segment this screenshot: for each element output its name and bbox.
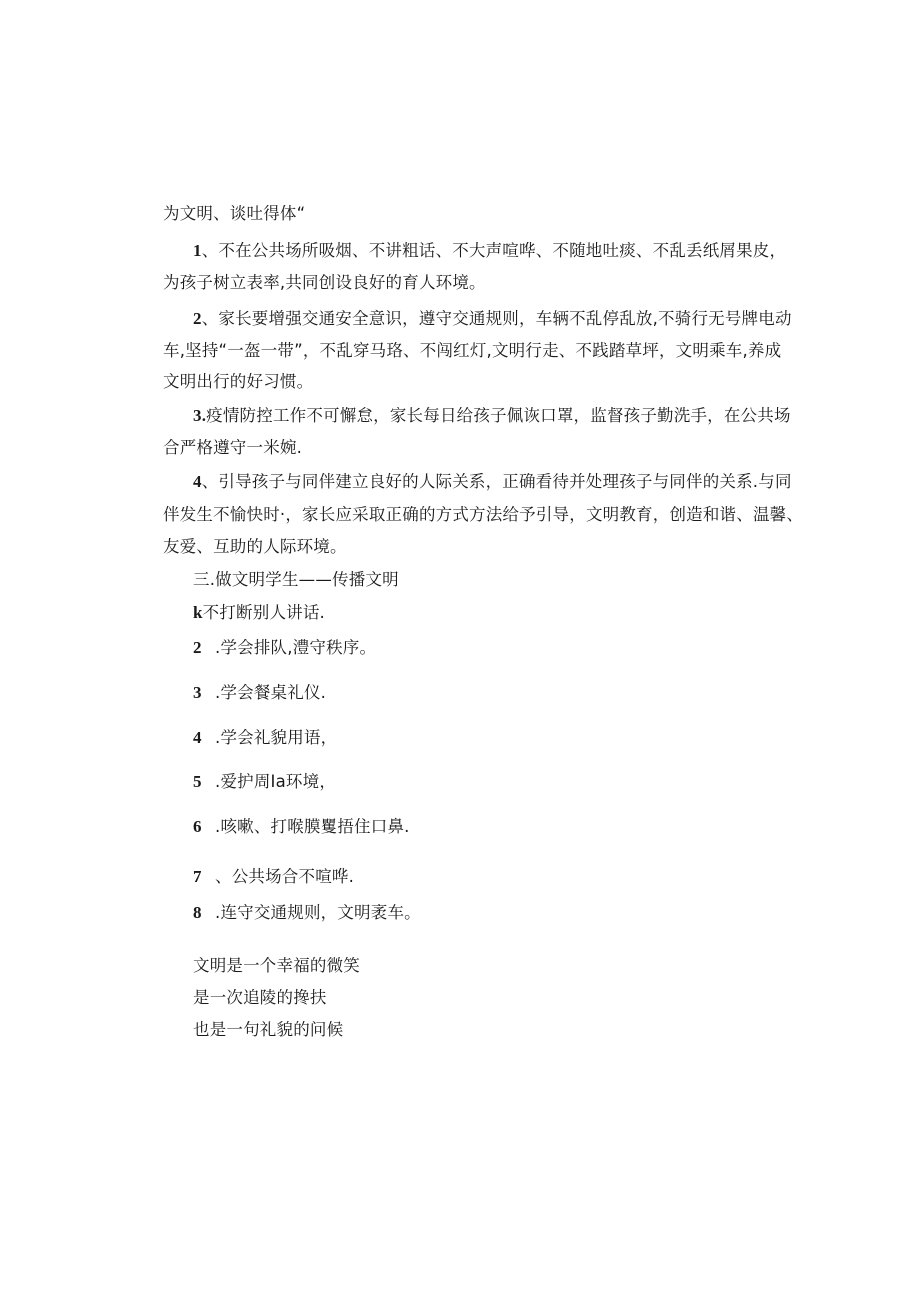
paragraph-text: 、引导孩子与同伴建立良好的人际关系，正确看待并处理孩子与同伴的关系.与同 — [201, 472, 792, 491]
top-fragment: 为文明、谈吐得体“ — [163, 204, 306, 223]
list-text: .学会餐桌礼仪. — [215, 683, 327, 702]
list-item-2 — [193, 638, 376, 658]
paragraph-number: 3. — [193, 406, 207, 425]
list-number: 2 — [193, 638, 202, 657]
paragraph-number: 4 — [193, 472, 202, 491]
section-title: 三.做文明学生——传播文明 — [193, 570, 399, 589]
paragraph-3-line-1 — [193, 406, 791, 426]
list-text: .爱护周Ia环境， — [215, 772, 337, 791]
list-number: 8 — [193, 903, 202, 922]
list-text: .学会排队,澧守秩序。 — [215, 638, 377, 657]
list-number: 3 — [193, 683, 202, 702]
list-number: 5 — [193, 772, 202, 791]
poem-line-3: 也是一句礼貌的问候 — [193, 1020, 344, 1039]
paragraph-2-line-1 — [193, 309, 792, 329]
paragraph-text: 、家长要增强交通安全意识，遵守交通规则，车辆不乱停乱放,不骑行无号牌电动 — [201, 309, 792, 328]
paragraph-number: 2 — [193, 309, 202, 328]
list-text: 、公共场合不喧哗. — [215, 867, 355, 886]
list-text: 不打断别人讲话. — [202, 603, 326, 622]
list-number: 7 — [193, 867, 202, 886]
list-item-7 — [193, 867, 354, 887]
list-item-6 — [193, 817, 410, 837]
paragraph-2-line-2: 车,坚持“一盔一带”，不乱穿马珞、不闯红灯,文明行走、不践踏草坪，文明乘车,养成 — [163, 341, 782, 360]
list-text: .学会礼貌用语， — [215, 728, 338, 747]
list-item-5 — [193, 772, 336, 792]
paragraph-4-line-3: 友爱、互助的人际环境。 — [163, 537, 347, 556]
paragraph-number: 1 — [193, 241, 202, 260]
list-item-8 — [193, 903, 421, 923]
list-number: k — [193, 603, 203, 622]
paragraph-1-line-1 — [193, 241, 786, 261]
list-item-4 — [193, 728, 337, 748]
paragraph-1-line-2: 为孩子树立表率,共同创设良好的育人环境。 — [163, 273, 486, 292]
list-item-3 — [193, 683, 326, 703]
paragraph-3-line-2: 合严格遵守一米婉. — [163, 438, 303, 457]
paragraph-4-line-1 — [193, 472, 792, 492]
list-text: .连守交通规则，文明袤车。 — [215, 903, 421, 922]
paragraph-text: 疫情防控工作不可懈怠，家长每日给孩子佩诙口罩，监督孩子勤洗手，在公共场 — [206, 406, 791, 425]
list-item-1 — [193, 603, 325, 623]
list-number: 6 — [193, 817, 202, 836]
poem-line-1: 文明是一个幸福的微笑 — [193, 956, 360, 975]
list-number: 4 — [193, 728, 202, 747]
list-text: .咳嗽、打喉膜矍捂住口鼻. — [215, 817, 410, 836]
paragraph-2-line-3: 文明出行的好习惯。 — [163, 372, 314, 391]
paragraph-text: 、不在公共场所吸烟、不讲粗话、不大声喧哗、不随地吐痰、不乱丢纸屑果皮， — [201, 241, 787, 260]
poem-line-2: 是一次追陵的搀扶 — [193, 988, 327, 1007]
paragraph-4-line-2: 伴发生不愉快时·，家长应采取正确的方式方法给予引导，文明教育，创造和谐、温馨、 — [163, 505, 804, 524]
